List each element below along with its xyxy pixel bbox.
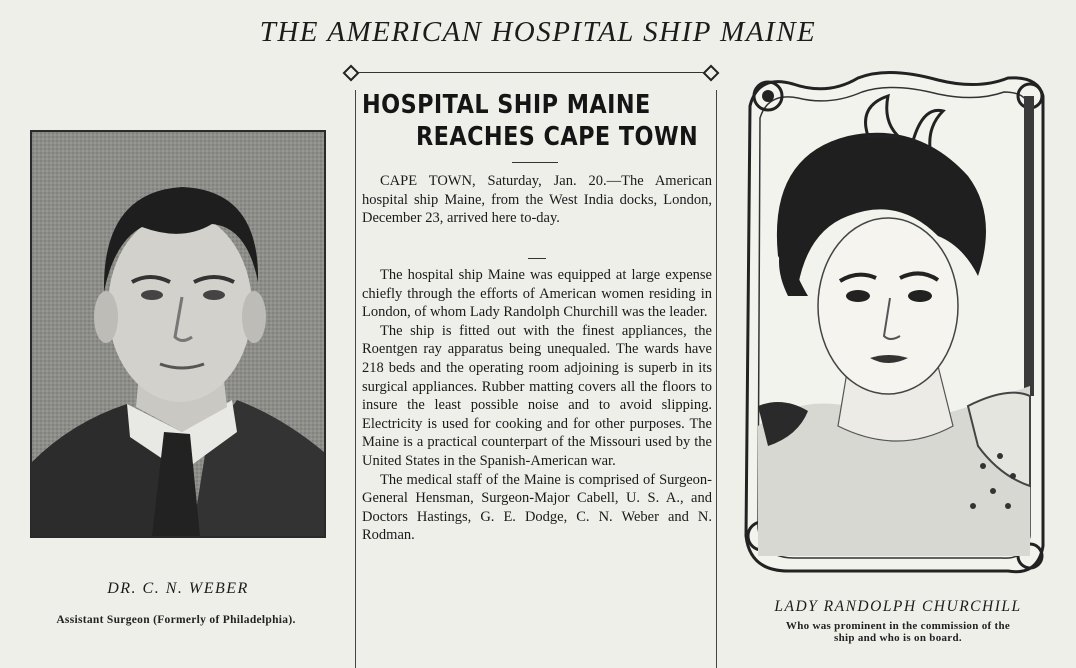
portrait-woman-engraving-icon [738,66,1050,588]
article-body [362,266,712,545]
article-paragraph: CAPE TOWN, Saturday, Jan. 20.—The American hospital ship Maine, from the West India docks, London, December 23, arrived here to-day. [362,173,712,227]
right-portrait-subtitle-line-2: ship and who is on board. [834,632,962,644]
headline-divider [512,162,558,163]
column-rule-left [355,90,356,668]
left-portrait-name: DR. C. N. WEBER [107,580,249,597]
headline-line-1: HOSPITAL SHIP MAINE [362,90,651,120]
right-portrait-subtitle-line-1: Who was prominent in the commission of the [785,620,1011,632]
right-portrait-name: LADY RANDOLPH CHURCHILL [774,598,1022,615]
section-divider [528,258,546,259]
article-paragraph: The medical staff of the Maine is comprised of Surgeon-General Hensman, Surgeon-Major Cabell, U. S. A., and Doctors Hastings, G. E. Dodge, C. N. Weber and N. Rodman. [362,471,712,544]
portrait-man-photo-icon [30,130,326,538]
headline-line-2: REACHES CAPE TOWN [416,122,699,152]
diamond-ornament-left-icon [343,65,360,82]
column-rule-right [716,90,717,668]
article-paragraph: The ship is fitted out with the finest appliances, the Roentgen ray apparatus being unequaled. The wards have 218 beds and the operating room adjoining is superb in its surgical appliances. Rubber matting covers all the floors to insure the least possible noise and to avoid slipping. Electricity is used for cooking and for other purposes. The Maine is a practical counterpart of the Missouri used by the United States in the Spanish-American war. [362,322,712,469]
left-portrait-subtitle: Assistant Surgeon (Formerly of Philadelphia). [56,614,296,626]
dateline-paragraph [362,172,712,228]
article-paragraph: The hospital ship Maine was equipped at large expense chiefly through the efforts of American women residing in London, of whom Lady Randolph Churchill was the leader. [362,267,712,321]
diamond-ornament-right-icon [703,65,720,82]
page-title: THE AMERICAN HOSPITAL SHIP MAINE [259,16,817,48]
top-rule [355,72,715,73]
